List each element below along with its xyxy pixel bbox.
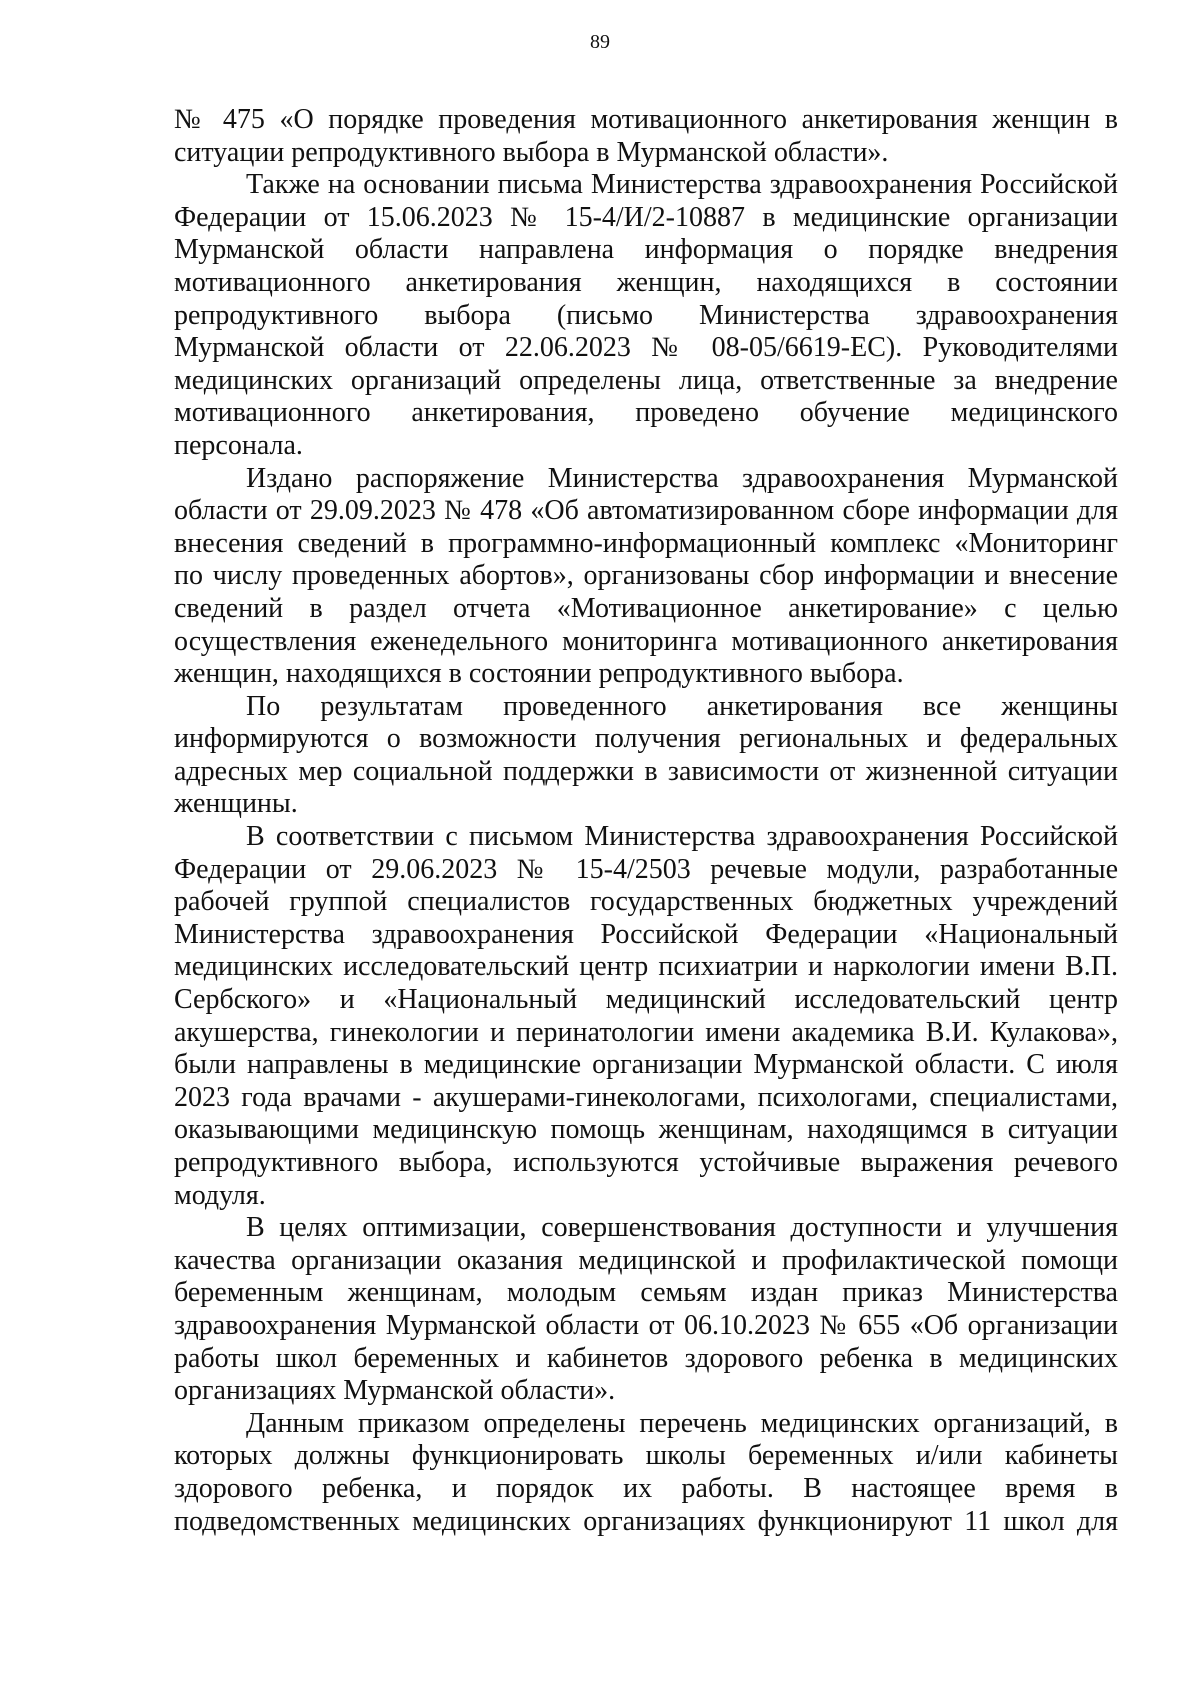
text-line: медицинских исследовательский центр психиатрии и наркологии имени В.П.	[174, 951, 1118, 983]
text-line: осуществления еженедельного мониторинга мотивационного анкетирования	[174, 625, 1118, 657]
text-line: беременным женщинам, молодым семьям издан приказ Министерства	[174, 1277, 1118, 1309]
text-line: модуля.	[174, 1179, 266, 1211]
text-line: ситуации репродуктивного выбора в Мурманской области».	[174, 136, 889, 168]
text-line: рабочей группой специалистов государственных бюджетных учреждений	[174, 886, 1118, 918]
paragraph	[174, 169, 1118, 462]
text-line: которых должны функционировать школы беременных и/или кабинеты	[174, 1440, 1118, 1472]
text-line: качества организации оказания медицинской и профилактической помощи	[174, 1244, 1118, 1276]
text-line: по числу проведенных абортов», организованы сбор информации и внесение	[174, 560, 1118, 592]
text-line: адресных мер социальной поддержки в зависимости от жизненной ситуации	[174, 755, 1118, 787]
text-line: сведений в раздел отчета «Мотивационное анкетирование» с целью	[174, 592, 1118, 624]
paragraph	[174, 691, 1118, 821]
text-line: организациях Мурманской области».	[174, 1375, 616, 1407]
text-line: Данным приказом определены перечень медицинских организаций, в	[246, 1407, 1118, 1439]
text-line: подведомственных медицинских организациях функционируют 11 школ для	[174, 1505, 1118, 1537]
text-line: здравоохранения Мурманской области от 06.10.2023 № 655 «Об организации	[174, 1309, 1118, 1341]
text-line: Мурманской области от 22.06.2023 № 08-05/6619-ЕС). Руководителями	[174, 332, 1118, 364]
paragraph	[174, 1212, 1118, 1408]
text-line: Также на основании письма Министерства здравоохранения Российской	[246, 169, 1118, 201]
page-number: 89	[590, 31, 610, 53]
text-line: Министерства здравоохранения Российской Федерации «Национальный	[174, 918, 1118, 950]
text-line: В целях оптимизации, совершенствования доступности и улучшения	[246, 1212, 1118, 1244]
text-line: информируются о возможности получения региональных и федеральных	[174, 723, 1118, 755]
text-line: Сербского» и «Национальный медицинский исследовательский центр	[174, 984, 1118, 1016]
paragraph	[174, 1408, 1118, 1538]
text-line: мотивационного анкетирования, проведено обучение медицинского	[174, 397, 1118, 429]
text-line: По результатам проведенного анкетирования все женщины	[246, 690, 1118, 722]
text-line: № 475 «О порядке проведения мотивационного анкетирования женщин в	[174, 104, 1118, 135]
text-line: женщин, находящихся в состоянии репродуктивного выбора.	[174, 658, 904, 690]
text-line: медицинских организаций определены лица, ответственные за внедрение	[174, 364, 1118, 396]
paragraph	[174, 104, 1118, 169]
text-line: В соответствии с письмом Министерства здравоохранения Российской	[246, 821, 1118, 853]
text-line: акушерства, гинекологии и перинатологии имени академика В.И. Кулакова»,	[174, 1016, 1118, 1048]
text-line: здорового ребенка, и порядок их работы. В настоящее время в	[174, 1472, 1118, 1504]
text-line: женщины.	[174, 788, 298, 820]
text-line: мотивационного анкетирования женщин, находящихся в состоянии	[174, 266, 1118, 298]
text-line: репродуктивного выбора (письмо Министерства здравоохранения	[174, 299, 1118, 331]
paragraph	[174, 463, 1118, 691]
text-line: области от 29.09.2023 № 478 «Об автоматизированном сборе информации для	[174, 495, 1118, 527]
text-line: работы школ беременных и кабинетов здорового ребенка в медицинских	[174, 1342, 1118, 1374]
text-line: Издано распоряжение Министерства здравоохранения Мурманской	[246, 462, 1118, 494]
text-line: Федерации от 29.06.2023 № 15-4/2503 речевые модули, разработанные	[174, 853, 1118, 885]
text-line: были направлены в медицинские организации Мурманской области. С июля	[174, 1049, 1118, 1081]
text-line: репродуктивного выбора, используются устойчивые выражения речевого	[174, 1147, 1118, 1178]
document-body	[174, 104, 1118, 1538]
paragraph	[174, 821, 1118, 1212]
text-line: 2023 года врачами - акушерами-гинекологами, психологами, специалистами,	[174, 1081, 1118, 1113]
text-line: персонала.	[174, 429, 303, 461]
text-line: Мурманской области направлена информация о порядке внедрения	[174, 234, 1118, 266]
text-line: оказывающими медицинскую помощь женщинам, находящимся в ситуации	[174, 1114, 1118, 1146]
text-line: Федерации от 15.06.2023 № 15-4/И/2-10887 в медицинские организации	[174, 201, 1118, 233]
text-line: внесения сведений в программно-информационный комплекс «Мониторинг	[174, 527, 1118, 559]
